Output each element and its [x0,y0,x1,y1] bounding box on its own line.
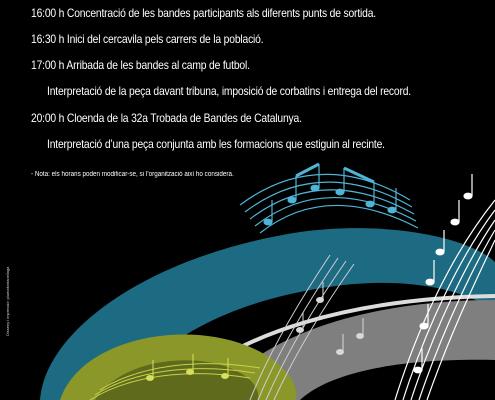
schedule-item-5: 20:00 h Cloenda de la 32a Trobada de Bandes de Catalunya. [31,111,302,125]
cyan-notes [264,164,396,225]
schedule-item-2: 16:30 h Inici del cercavila pels carrers de la població. [31,32,264,46]
schedule-item-4: Interpretació de la peça davant tribuna, imposició de corbatins i entrega del record. [47,84,412,98]
schedule-note: - Nota: els horaris poden modificar-se, si l’organització així ho considera. [31,171,234,178]
schedule-item-3: 17:00 h Arribada de les bandes al camp de futbol. [31,58,250,72]
schedule-item-1: 16:00 h Concentració de les bandes participants als diferents punts de sortida. [31,6,376,20]
schedule-item-6: Interpretació d’una peça conjunta amb les formacions que estiguin al recinte. [47,137,385,151]
design-credit: Disseny i impressió: plumafontanellaga [5,266,10,336]
